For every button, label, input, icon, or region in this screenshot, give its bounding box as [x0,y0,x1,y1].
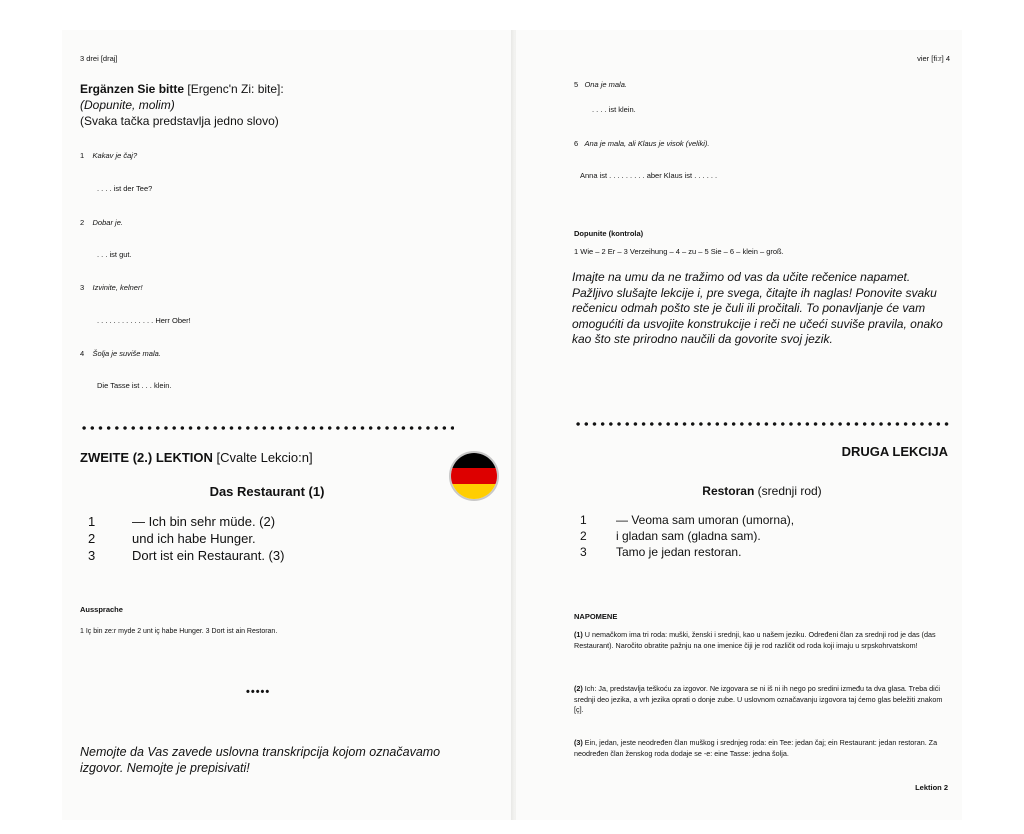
exercise-item-2 [80,218,123,227]
learning-advice: Imajte na umu da ne tražimo od vas da učite rečenice napamet. Pažljivo slušajte lekcije i, pre svega, čitajte ih naglas! Ponovite svaku rečenicu odmah pošto ste je čuli ili pročitali. To ponavljanje će vam omogućiti da usvojite konstrukcije i reči ne učeći suviše pravila, onako kao što ste prirodno naučili da govorite svoj jezik. [572,270,943,346]
dialog-title-right [574,484,950,498]
dialog-text: — Ich bin sehr müde. (2) [132,514,276,529]
exercise-item-6 [574,139,709,148]
dialog-number: 3 [580,545,587,559]
exercise-number: 1 [80,151,85,160]
control-label: Dopunite (kontrola) [574,229,644,238]
lesson-heading [80,450,313,465]
dialog-text: i gladan sam (gladna sam). [616,529,761,543]
note-2 [574,684,950,716]
note-text: U nemačkom ima tri roda: muški, ženski i srednji, kao u našem jeziku. Određeni član za srednji rod je das (das Restaurant). Naročito obratite pažnju na one imenice čiji je rod različit od roda koji imaju u srpskohrvatskom! [574,630,936,650]
exercise-item-3 [80,283,143,292]
note-number: (1) [574,630,583,639]
dialog-number: 1 [580,513,587,527]
exercise-heading [80,82,284,96]
exercise-answer-2: . . . ist gut. [97,250,132,259]
notes-label: NAPOMENE [574,612,618,621]
control-answers: 1 Wie – 2 Er – 3 Verzeihung – 4 – zu – 5 Sie – 6 – klein – groß. [574,247,784,256]
dialog-line-3 [88,548,284,563]
dialog-number: 1 [88,514,96,529]
dialog-title-note: (srednji rod) [757,484,822,498]
german-flag-icon [449,451,499,501]
transcription-warning: Nemojte da Vas zavede uslovna transkripcija kojom označavamo izgovor. Nemojte je prepisivati! [80,745,441,775]
dialog-number: 3 [88,548,96,563]
dialog-text: — Veoma sam umoran (umorna), [616,513,795,527]
note-number: (2) [574,684,583,693]
exercise-title: Ergänzen Sie bitte [80,82,185,96]
note-1 [574,630,950,651]
exercise-prompt: Dobar je. [92,218,123,227]
dialog-line-right-3 [580,545,741,559]
exercise-item-4 [80,349,161,358]
exercise-note: (Svaka tačka predstavlja jedno slovo) [80,114,279,128]
note-text: Ein, jedan, jeste neodređen član muškog i srednjeg roda: ein Tee: jedan čaj; ein Restaurant: jedan restoran. Za neodređen član ženskog roda dodaje se -e: eine Tasse: jedna šolja. [574,738,938,758]
exercise-item-1 [80,151,137,160]
exercise-pronunciation: [Ergenc'n Zi: bite]: [187,82,284,96]
dialog-line-2 [88,531,256,546]
flag-stripe-red [451,468,497,483]
dialog-text: und ich habe Hunger. [132,531,256,546]
exercise-prompt: Kakav je čaj? [92,151,138,160]
lesson-heading-title: ZWEITE (2.) LEKTION [80,450,213,465]
aussprache-label: Aussprache [80,605,123,614]
page-footer: Lektion 2 [915,783,948,792]
dialog-title: Das Restaurant (1) [209,484,325,499]
dotted-divider [80,425,454,431]
dialog-title-text: Restoran [702,484,755,498]
exercise-answer-5: . . . . ist klein. [592,105,636,114]
exercise-number: 6 [574,139,579,148]
right-page-header: vier [fi:r] 4 [917,54,950,63]
exercise-number: 5 [574,80,579,89]
exercise-answer-6: Anna ist . . . . . . . . . aber Klaus ist . . . . . . [580,171,718,180]
section-stars: ••••• [246,686,271,698]
exercise-number: 2 [80,218,85,227]
dialog-line-right-2 [580,529,761,543]
note-3 [574,738,950,759]
left-page-header: 3 drei [draj] [80,54,118,63]
exercise-answer-4: Die Tasse ist . . . klein. [97,381,172,390]
dialog-line-right-1 [580,513,794,527]
aussprache-text: 1 Iç bin ze:r myde 2 unt iç habe Hunger. 3 Dort ist ain Restoran. [80,628,278,635]
note-text: Ich: Ja, predstavlja teškoću za izgovor. Ne izgovara se ni iš ni ih nego po sredini između ta dva glasa. Treba dići srednji deo jezika, a vrh jezika oprati o donje zube. U uslovnom označavanju izgovora taj ćemo glas beležiti znakom [ç]. [574,684,943,715]
exercise-translation: (Dopunite, molim) [80,98,175,112]
exercise-prompt: Izvinite, kelner! [92,283,143,292]
note-number: (3) [574,738,583,747]
dialog-text: Dort ist ein Restaurant. (3) [132,548,285,563]
exercise-prompt: Ona je mala. [584,80,627,89]
dialog-number: 2 [88,531,96,546]
exercise-item-5 [574,80,627,89]
dialog-line-1 [88,514,275,529]
exercise-answer-1: . . . . ist der Tee? [97,184,153,193]
lesson-heading-right: DRUGA LEKCIJA [841,444,948,459]
lesson-heading-pronunciation: [Cvalte Lekcio:n] [216,450,313,465]
exercise-number: 4 [80,349,85,358]
exercise-prompt: Ana je mala, ali Klaus je visok (veliki). [584,139,710,148]
exercise-number: 3 [80,283,85,292]
dialog-number: 2 [580,529,587,543]
exercise-prompt: Šolja je suviše mala. [92,349,161,358]
dialog-text: Tamo je jedan restoran. [616,545,742,559]
exercise-answer-3: . . . . . . . . . . . . . . Herr Ober! [97,316,191,325]
dotted-divider [574,421,950,427]
